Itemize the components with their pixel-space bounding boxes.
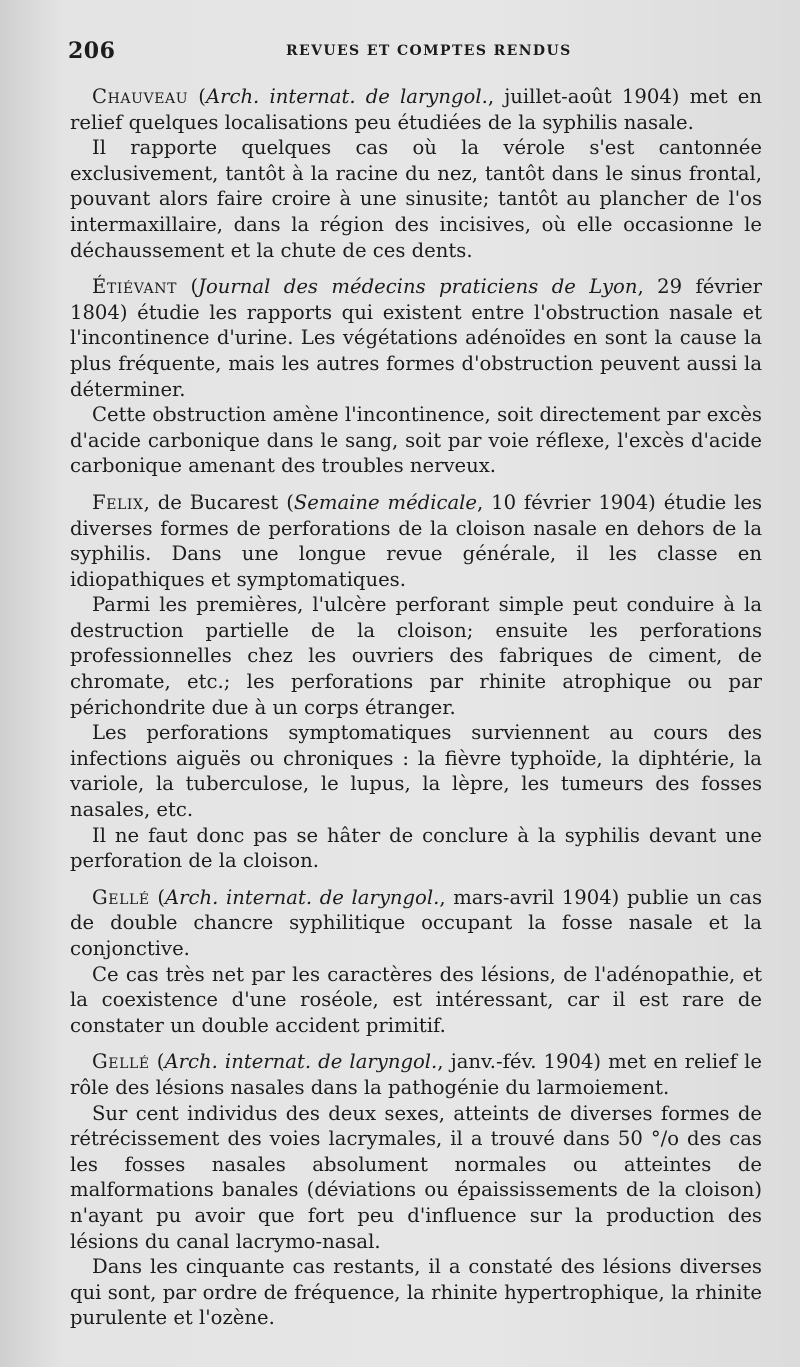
author-name: Étiévant [92, 275, 178, 299]
source-open: , de Bucarest ( [143, 490, 294, 514]
entry-text: , 10 février 1904) étudie les diverses formes de perforations de la cloison nasale en dehors de la syphilis. Dans une longue revue générale, il les classe en idiopathiques et symptomatiques. [70, 490, 763, 591]
author-name: Gellé [92, 1050, 150, 1074]
entry-text: , mars-avril 1904) publie un cas de double chancre syphilitique occupant la fosse nasale et la conjonctive. [70, 885, 763, 960]
paragraph: Parmi les premières, l'ulcère perforant simple peut conduire à la destruction partielle de la cloison; ensuite les perforations professionnelles chez les ouvriers des fabriques de ciment, de chromate, etc.; les perforations par rhinite atrophique ou par périchondrite due à un corps étranger. [70, 593, 762, 719]
paragraph: Les perforations symptomatiques surviennent au cours des infections aiguës ou chroniques : la fièvre typhoïde, la diphtérie, la variole, la tuberculose, le lupus, la lèpre, les tumeurs des fosses nasales, etc. [70, 721, 762, 822]
source-title: Semaine médicale [293, 490, 477, 514]
running-head: REVUES ET COMPTES RENDUS [286, 43, 572, 59]
author-name: Felix [92, 490, 144, 514]
source-open: ( [188, 85, 206, 108]
paragraph: Ce cas très net par les caractères des lésions, de l'adénopathie, et la coexistence d'une roséole, est intéressant, car il est rare de constater un double accident primitif. [70, 962, 762, 1037]
source-title: Journal des médecins praticiens de Lyon [198, 275, 638, 299]
entry-text: , juillet-août 1904) met en relief quelques localisations peu étudiées de la syphilis nasale. [70, 85, 762, 134]
entry-etievant-lead [70, 274, 762, 402]
entry-text: , 29 février 1804) étudie les rapports qui existent entre l'obstruction nasale et l'incontinence d'urine. Les végétations adénoïdes en sont la cause la plus fréquente, mais les autres formes d'obstruction peuvent aussi la déterminer. [70, 275, 762, 401]
entry-gelle-lead-1 [70, 885, 762, 962]
entry-chauveau-lead [70, 84, 762, 135]
paragraph: Il ne faut donc pas se hâter de conclure à la syphilis devant une perforation de la cloison. [70, 823, 762, 873]
source-title: Arch. internat. de laryngol. [164, 885, 440, 909]
source-title: Arch. internat. de laryngol. [205, 85, 488, 108]
article-body [70, 84, 762, 1331]
paragraph: Cette obstruction amène l'incontinence, soit directement par excès d'acide carbonique dans le sang, soit par voie réflexe, l'excès d'acide carbonique amenant des troubles nerveux. [70, 403, 762, 478]
paragraph: Sur cent individus des deux sexes, atteints de diverses formes de rétrécissement des voies lacrymales, il a trouvé dans 50 °/o des cas les fosses nasales absolument normales ou atteintes de malformations banales (déviations ou épaississements de la cloison) n'ayant pu avoir que fort peu d'influence sur la production des lésions du canal lacrymo-nasal. [70, 1101, 762, 1253]
source-open: ( [177, 275, 199, 299]
paragraph: Il rapporte quelques cas où la vérole s'est cantonnée exclusivement, tantôt à la racine du nez, tantôt dans le sinus frontal, pouvant alors faire croire à une sinusite; tantôt au plancher de l'os intermaxillaire, dans la région des incisives, où elle occasionne le déchaussement et la chute de ces dents. [70, 136, 762, 262]
entry-felix-lead [70, 490, 762, 592]
source-open: ( [149, 1050, 165, 1074]
page-header [68, 38, 748, 68]
paragraph: Dans les cinquante cas restants, il a constaté des lésions diverses qui sont, par ordre de fréquence, la rhinite hypertrophique, la rhinite purulente et l'ozène. [70, 1255, 762, 1330]
source-open: ( [149, 885, 165, 909]
page-number: 206 [68, 38, 116, 64]
author-name: Gellé [92, 885, 150, 909]
source-title: Arch. internat. de laryngol. [164, 1050, 438, 1074]
entry-gelle-lead-2 [70, 1049, 762, 1100]
author-name: Chauveau [92, 85, 189, 108]
entry-text: , janv.-fév. 1904) met en relief le rôle des lésions nasales dans la pathogénie du larmoiement. [70, 1050, 763, 1099]
